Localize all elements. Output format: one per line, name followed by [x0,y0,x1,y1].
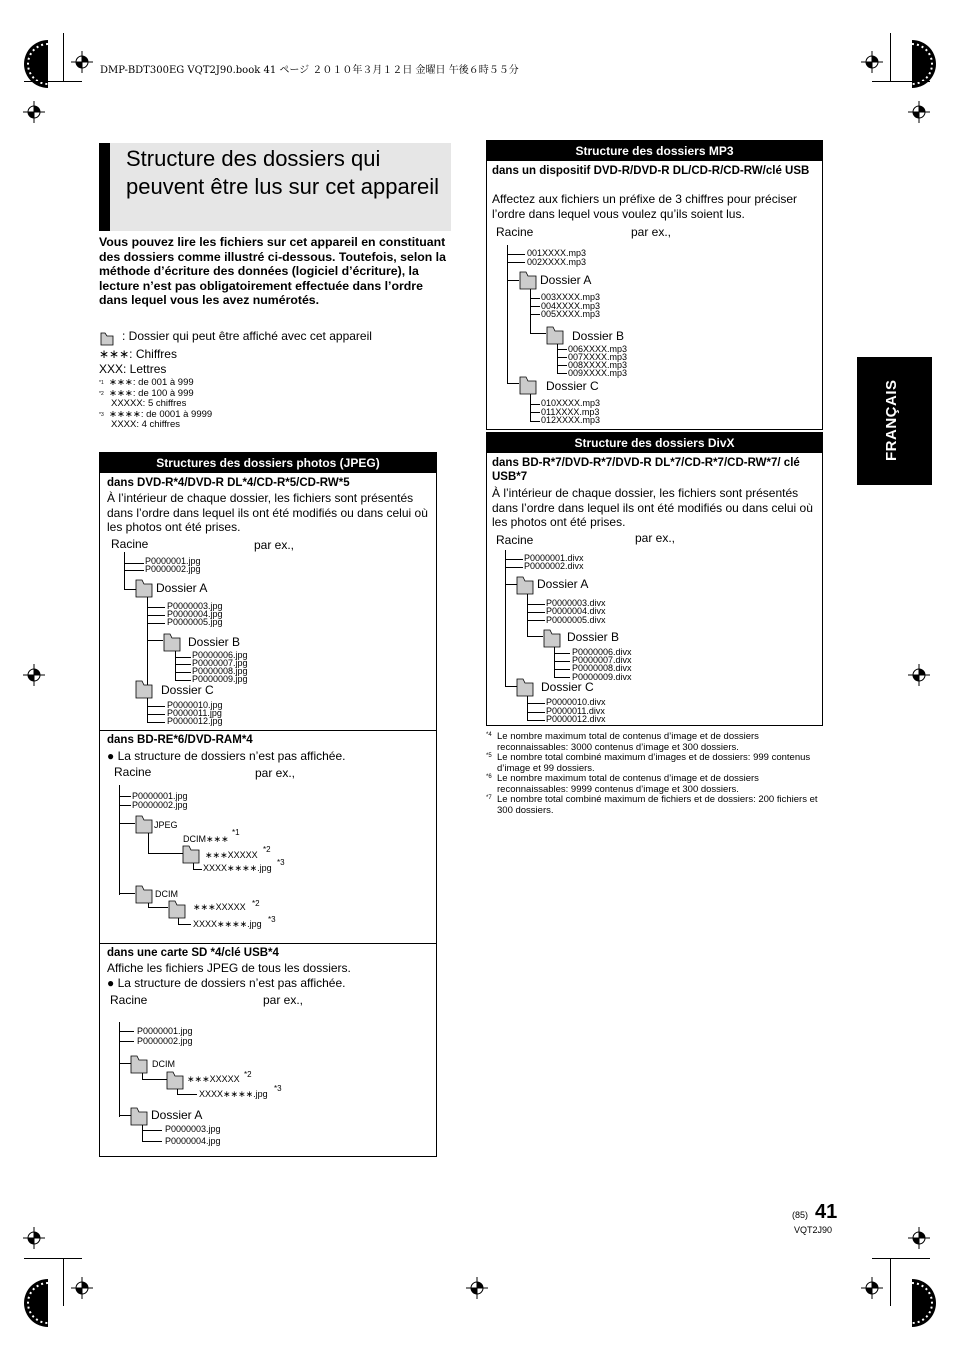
racine-label: Racine [496,533,534,547]
sunburst-mark-icon [24,1279,48,1327]
registration-mark-icon [71,51,93,73]
registration-mark-icon [23,1227,45,1249]
legend-digits: ∗∗∗: Chiffres [99,347,177,361]
xxxxjpg-label: XXXX∗∗∗∗.jpg [199,1089,268,1099]
file-item: P0000005.divx [546,615,606,625]
print-header: DMP-BDT300EG VQT2J90.book 41 ページ ２０１０年３月１２日 金曜日 午後６時５５分 [100,65,519,76]
jpeg-s1-title: dans DVD-R*4/DVD-R DL*4/CD-R*5/CD-RW*5 [107,477,350,489]
file-item: P0000011.jpg [167,708,222,718]
divx-text: À l’intérieur de chaque dossier, les fichiers sont présentés dans l’ordre dans lequel ils ont été modifiés ou dans celui où les photos ont été prises. [492,486,813,529]
dossier-b-label: Dossier B [567,630,620,644]
folder-icon [163,632,181,652]
folder-icon [135,884,153,904]
par-ex-label: par ex., [254,538,295,552]
jpeg-s3-title: dans une carte SD *4/clé USB*4 [107,947,279,959]
sup-mark: *1 [232,828,240,837]
file-item: P0000001.divx [524,553,584,563]
note-1: ∗∗∗: de 001 à 999 [109,377,194,388]
folder-icon [516,677,534,697]
file-item: P0000002.divx [524,561,584,571]
file-item: 002XXXX.mp3 [527,257,587,267]
file-item: P0000003.jpg [167,601,223,611]
mp3-text: Affectez aux fichiers un préfixe de 3 chiffres pour préciser l’ordre dans lequel vous voulez qu’ils soient lus. [492,192,798,221]
registration-mark-icon [23,664,45,686]
file-item: P0000008.divx [572,663,632,673]
file-item: P0000007.divx [572,655,632,665]
file-item: P0000005.jpg [167,617,223,627]
page-title-box [99,143,451,231]
footnote-text: Le nombre maximum total de contenus d’image et de dossiers reconnaissables: 3000 contenus d’image et 300 dossiers. [497,731,759,753]
intro-paragraph: Vous pouvez lire les fichiers sur cet appareil en constituant des dossiers comme illustré ci-dessous. Toutefois, selon la méthode d’écriture des données (logiciel d’écriture), la lecture n’est pas obligatoirement effectuée dans l’ordre dans lequel vous les avez numérotés. [99,235,446,307]
file-item: P0000009.divx [572,672,632,682]
file-item: P0000012.jpg [167,716,223,726]
file-item: 006XXXX.mp3 [568,344,628,354]
file-item: 005XXXX.mp3 [541,309,601,319]
registration-mark-icon [908,1227,930,1249]
page-number: 41 [815,1201,838,1223]
file-item: P0000003.jpg [165,1124,221,1134]
file-item: P0000001.jpg [145,556,201,566]
dossier-c-label: Dossier C [546,379,599,393]
dossier-c-label: Dossier C [161,683,214,697]
file-item: P0000001.jpg [132,791,188,801]
sunburst-mark-icon [912,1279,936,1327]
folder-icon [546,325,564,345]
legend-letters: XXX: Lettres [99,362,167,376]
registration-mark-icon [23,101,45,123]
par-ex-label: par ex., [635,531,676,545]
dcim-sub-label: DCIM∗∗∗ [183,834,229,844]
note-2a: ∗∗∗: de 100 à 999 [109,387,194,399]
jpeg-s2-text: ● La structure de dossiers n’est pas affichée. [107,749,346,763]
file-item: P0000010.jpg [167,700,223,710]
xxxxjpg-label: XXXX∗∗∗∗.jpg [203,863,272,873]
dcim-label: DCIM [155,889,178,899]
racine-label: Racine [110,993,148,1007]
par-ex-label: par ex., [631,225,672,239]
sup-mark: *3 [268,915,276,924]
note-2b: XXXXX: 5 chiffres [111,398,187,410]
par-ex-label: par ex., [255,766,296,780]
note-3b: XXXX: 4 chiffres [111,419,180,431]
folder-icon [166,1070,184,1090]
xxxxx-label: ∗∗∗XXXXX [193,902,246,912]
file-item: P0000001.jpg [137,1026,193,1036]
xxxxx-label: ∗∗∗XXXXX [187,1074,240,1084]
dossier-a-label: Dossier A [151,1108,203,1122]
registration-mark-icon [466,1277,488,1299]
folder-icon [168,899,186,919]
dcim-label: DCIM [152,1059,175,1069]
file-item: 007XXXX.mp3 [568,352,628,362]
footnote-text: Le nombre total combiné maximum d’images et de dossiers: 999 contenus d’image et 99 dossiers. [497,752,811,774]
file-item: P0000004.jpg [165,1136,221,1146]
file-item: 011XXXX.mp3 [541,407,600,417]
folder-icon [135,578,153,598]
jpeg-folder-label: JPEG [154,820,178,830]
doc-code: VQT2J90 [794,1225,833,1235]
dossier-c-label: Dossier C [541,680,594,694]
divx-heading: Structure des dossiers DivX [487,433,822,453]
footnote-text: Le nombre maximum total de contenus d’image et de dossiers reconnaissables: 9999 contenus d’image et 300 dossiers. [497,773,759,795]
racine-label: Racine [496,225,534,239]
registration-mark-icon [861,1277,883,1299]
file-item: P0000003.divx [546,598,606,608]
folder-icon [100,331,114,346]
file-item: P0000011.divx [546,706,605,716]
folder-icon [519,375,537,395]
footnote-mark: *5 [486,753,492,759]
registration-mark-icon [861,51,883,73]
registration-mark-icon [908,664,930,686]
folder-icon [516,575,534,595]
par-ex-label: par ex., [263,993,304,1007]
footnote-mark: *7 [486,795,492,801]
file-item: P0000010.divx [546,697,606,707]
folder-icon [135,814,153,834]
folder-icon [182,844,200,864]
registration-mark-icon [908,101,930,123]
dossier-b-label: Dossier B [572,329,625,343]
sup-mark: *2 [252,899,260,908]
sup-mark: *2 [263,845,271,854]
folder-icon [130,1054,148,1074]
jpeg-heading: Structures des dossiers photos (JPEG) [100,453,436,473]
jpeg-s1-text: À l’intérieur de chaque dossier, les fichiers sont présentés dans l’ordre dans lequel ils ont été modifiés ou dans celui où les photos ont été prises. [107,491,428,534]
xxxxx-label: ∗∗∗XXXXX [205,850,258,860]
folder-icon [543,628,561,648]
divx-title: dans BD-R*7/DVD-R*7/DVD-R DL*7/CD-R*7/CD-RW*7/ clé USB*7 [492,457,800,483]
file-item: 012XXXX.mp3 [541,415,601,425]
footnote-mark: *6 [486,774,492,780]
legend-folder: : Dossier qui peut être affiché avec cet appareil [122,329,372,343]
footnote-mark: *4 [486,732,492,738]
file-item: P0000002.jpg [137,1036,193,1046]
file-item: 003XXXX.mp3 [541,292,601,302]
page-small: (85) [792,1210,809,1220]
dossier-a-label: Dossier A [540,273,592,287]
file-item: P0000004.jpg [167,609,223,619]
sup-mark: *2 [244,1070,252,1079]
page-title: Structure des dossiers qui peuvent être lus sur cet appareil [126,146,440,199]
dossier-b-label: Dossier B [188,635,241,649]
dossier-a-label: Dossier A [156,581,208,595]
folder-icon [135,679,153,699]
file-item: 009XXXX.mp3 [568,368,628,378]
racine-label: Racine [114,765,152,779]
jpeg-s3-text1: Affiche les fichiers JPEG de tous les dossiers. [107,961,351,975]
file-item: 008XXXX.mp3 [568,360,628,370]
file-item: P0000007.jpg [192,658,248,668]
file-item: 001XXXX.mp3 [527,248,587,258]
file-item: 004XXXX.mp3 [541,301,601,311]
racine-label: Racine [111,537,149,551]
note-3a: ∗∗∗∗: de 0001 à 9999 [109,408,213,420]
folder-icon [130,1106,148,1126]
file-item: P0000009.jpg [192,674,248,684]
file-item: P0000012.divx [546,714,606,724]
sup-mark: *3 [274,1084,282,1093]
language-tab [857,357,932,485]
language-label: FRANÇAIS [883,379,900,461]
jpeg-s3-text2: ● La structure de dossiers n’est pas affichée. [107,976,346,990]
file-item: P0000004.divx [546,606,606,616]
folder-icon [519,270,537,290]
sup-mark: *3 [277,858,285,867]
mp3-title: dans un dispositif DVD-R/DVD-R DL/CD-R/CD-RW/clé USB [492,165,810,177]
mp3-heading: Structure des dossiers MP3 [487,141,822,161]
xxxxjpg-label: XXXX∗∗∗∗.jpg [193,919,262,929]
file-item: P0000002.jpg [132,800,188,810]
file-item: P0000002.jpg [145,564,201,574]
file-item: P0000008.jpg [192,666,248,676]
file-item: P0000006.divx [572,647,632,657]
registration-mark-icon [71,1277,93,1299]
dossier-a-label: Dossier A [537,577,589,591]
jpeg-s2-title: dans BD-RE*6/DVD-RAM*4 [107,734,253,746]
footnotes [486,732,826,816]
file-item: P0000006.jpg [192,650,248,660]
file-item: 010XXXX.mp3 [541,398,601,408]
footnote-text: Le nombre total combiné maximum de fichiers et de dossiers: 200 fichiers et 300 dossiers. [497,794,818,816]
